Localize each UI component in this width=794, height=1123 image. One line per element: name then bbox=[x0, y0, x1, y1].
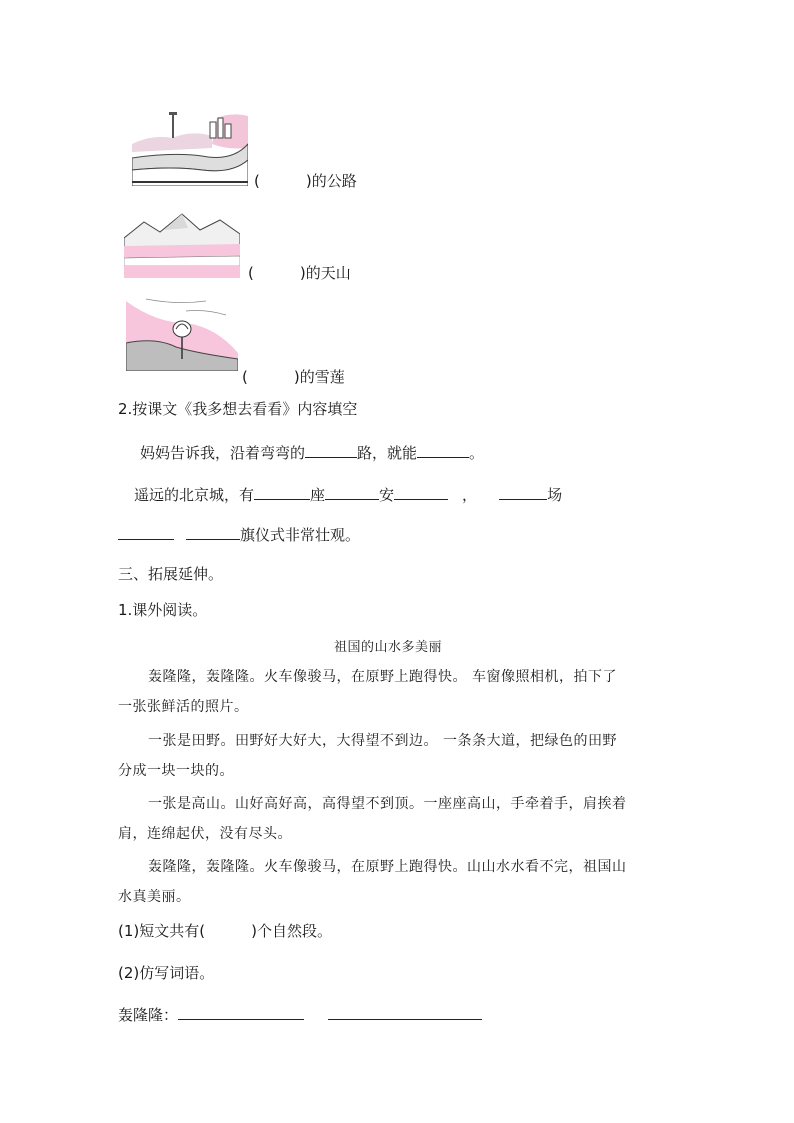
snow-lotus-drawing bbox=[126, 293, 238, 371]
blank-6[interactable] bbox=[499, 485, 547, 500]
blank-8[interactable] bbox=[186, 525, 240, 540]
paragraph-count-blank[interactable] bbox=[205, 922, 251, 936]
para2-line2: 分成一块一块的。 bbox=[118, 763, 234, 779]
blank-2[interactable] bbox=[417, 443, 469, 458]
snow-lotus-caption: ( )的雪莲 bbox=[242, 368, 345, 386]
fill-line-3: 旗仪式非常壮观。 bbox=[118, 524, 360, 545]
road-drawing bbox=[132, 108, 248, 186]
para3-line1: 一张是高山。山好高好高，高得望不到顶。一座座高山，手牵着手，肩挨着 bbox=[148, 796, 627, 812]
tianshan-illustration bbox=[124, 208, 240, 278]
question-2: (2)仿写词语。 bbox=[118, 964, 215, 982]
blank-1[interactable] bbox=[305, 443, 357, 458]
blank-3[interactable] bbox=[254, 485, 310, 500]
imitation-line: 轰隆隆： bbox=[118, 1004, 482, 1025]
road-illustration bbox=[132, 108, 248, 186]
article-title: 祖国的山水多美丽 bbox=[334, 640, 443, 655]
para1-line2: 一张张鲜活的照片。 bbox=[118, 699, 249, 715]
para4-line2: 水真美丽。 bbox=[118, 889, 191, 905]
snow-lotus-illustration bbox=[126, 293, 238, 371]
road-caption: ( )的公路 bbox=[254, 172, 357, 190]
mountain-drawing bbox=[124, 208, 240, 278]
para1-line1: 轰隆隆，轰隆隆。火车像骏马，在原野上跑得快。 车窗像照相机，拍下了 bbox=[148, 669, 617, 685]
fill-line-2: 遥远的北京城，有 座 安 ， 场 bbox=[134, 486, 563, 504]
section2-heading: 2.按课文《我多想去看看》内容填空 bbox=[118, 400, 358, 418]
blank-4[interactable] bbox=[325, 485, 379, 500]
fill-line-1: 妈妈告诉我，沿着弯弯的 路，就能 。 bbox=[140, 444, 485, 462]
para4-line1: 轰隆隆，轰隆隆。火车像骏马，在原野上跑得快。山山水水看不完，祖国山 bbox=[148, 859, 627, 875]
para3-line2: 肩，连绵起伏，没有尽头。 bbox=[118, 826, 292, 842]
question-1: (1)短文共有( )个自然段。 bbox=[118, 922, 332, 940]
tianshan-caption: ( )的天山 bbox=[248, 264, 351, 282]
blank-7[interactable] bbox=[118, 525, 174, 540]
imitation-blank-2[interactable] bbox=[328, 1005, 482, 1020]
imitation-blank-1[interactable] bbox=[178, 1005, 304, 1020]
reading-subheading: 1.课外阅读。 bbox=[118, 601, 208, 619]
blank-5[interactable] bbox=[394, 485, 448, 500]
section3-heading: 三、拓展延伸。 bbox=[118, 565, 224, 583]
para2-line1: 一张是田野。田野好大好大，大得望不到边。 一条条大道，把绿色的田野 bbox=[148, 733, 617, 749]
